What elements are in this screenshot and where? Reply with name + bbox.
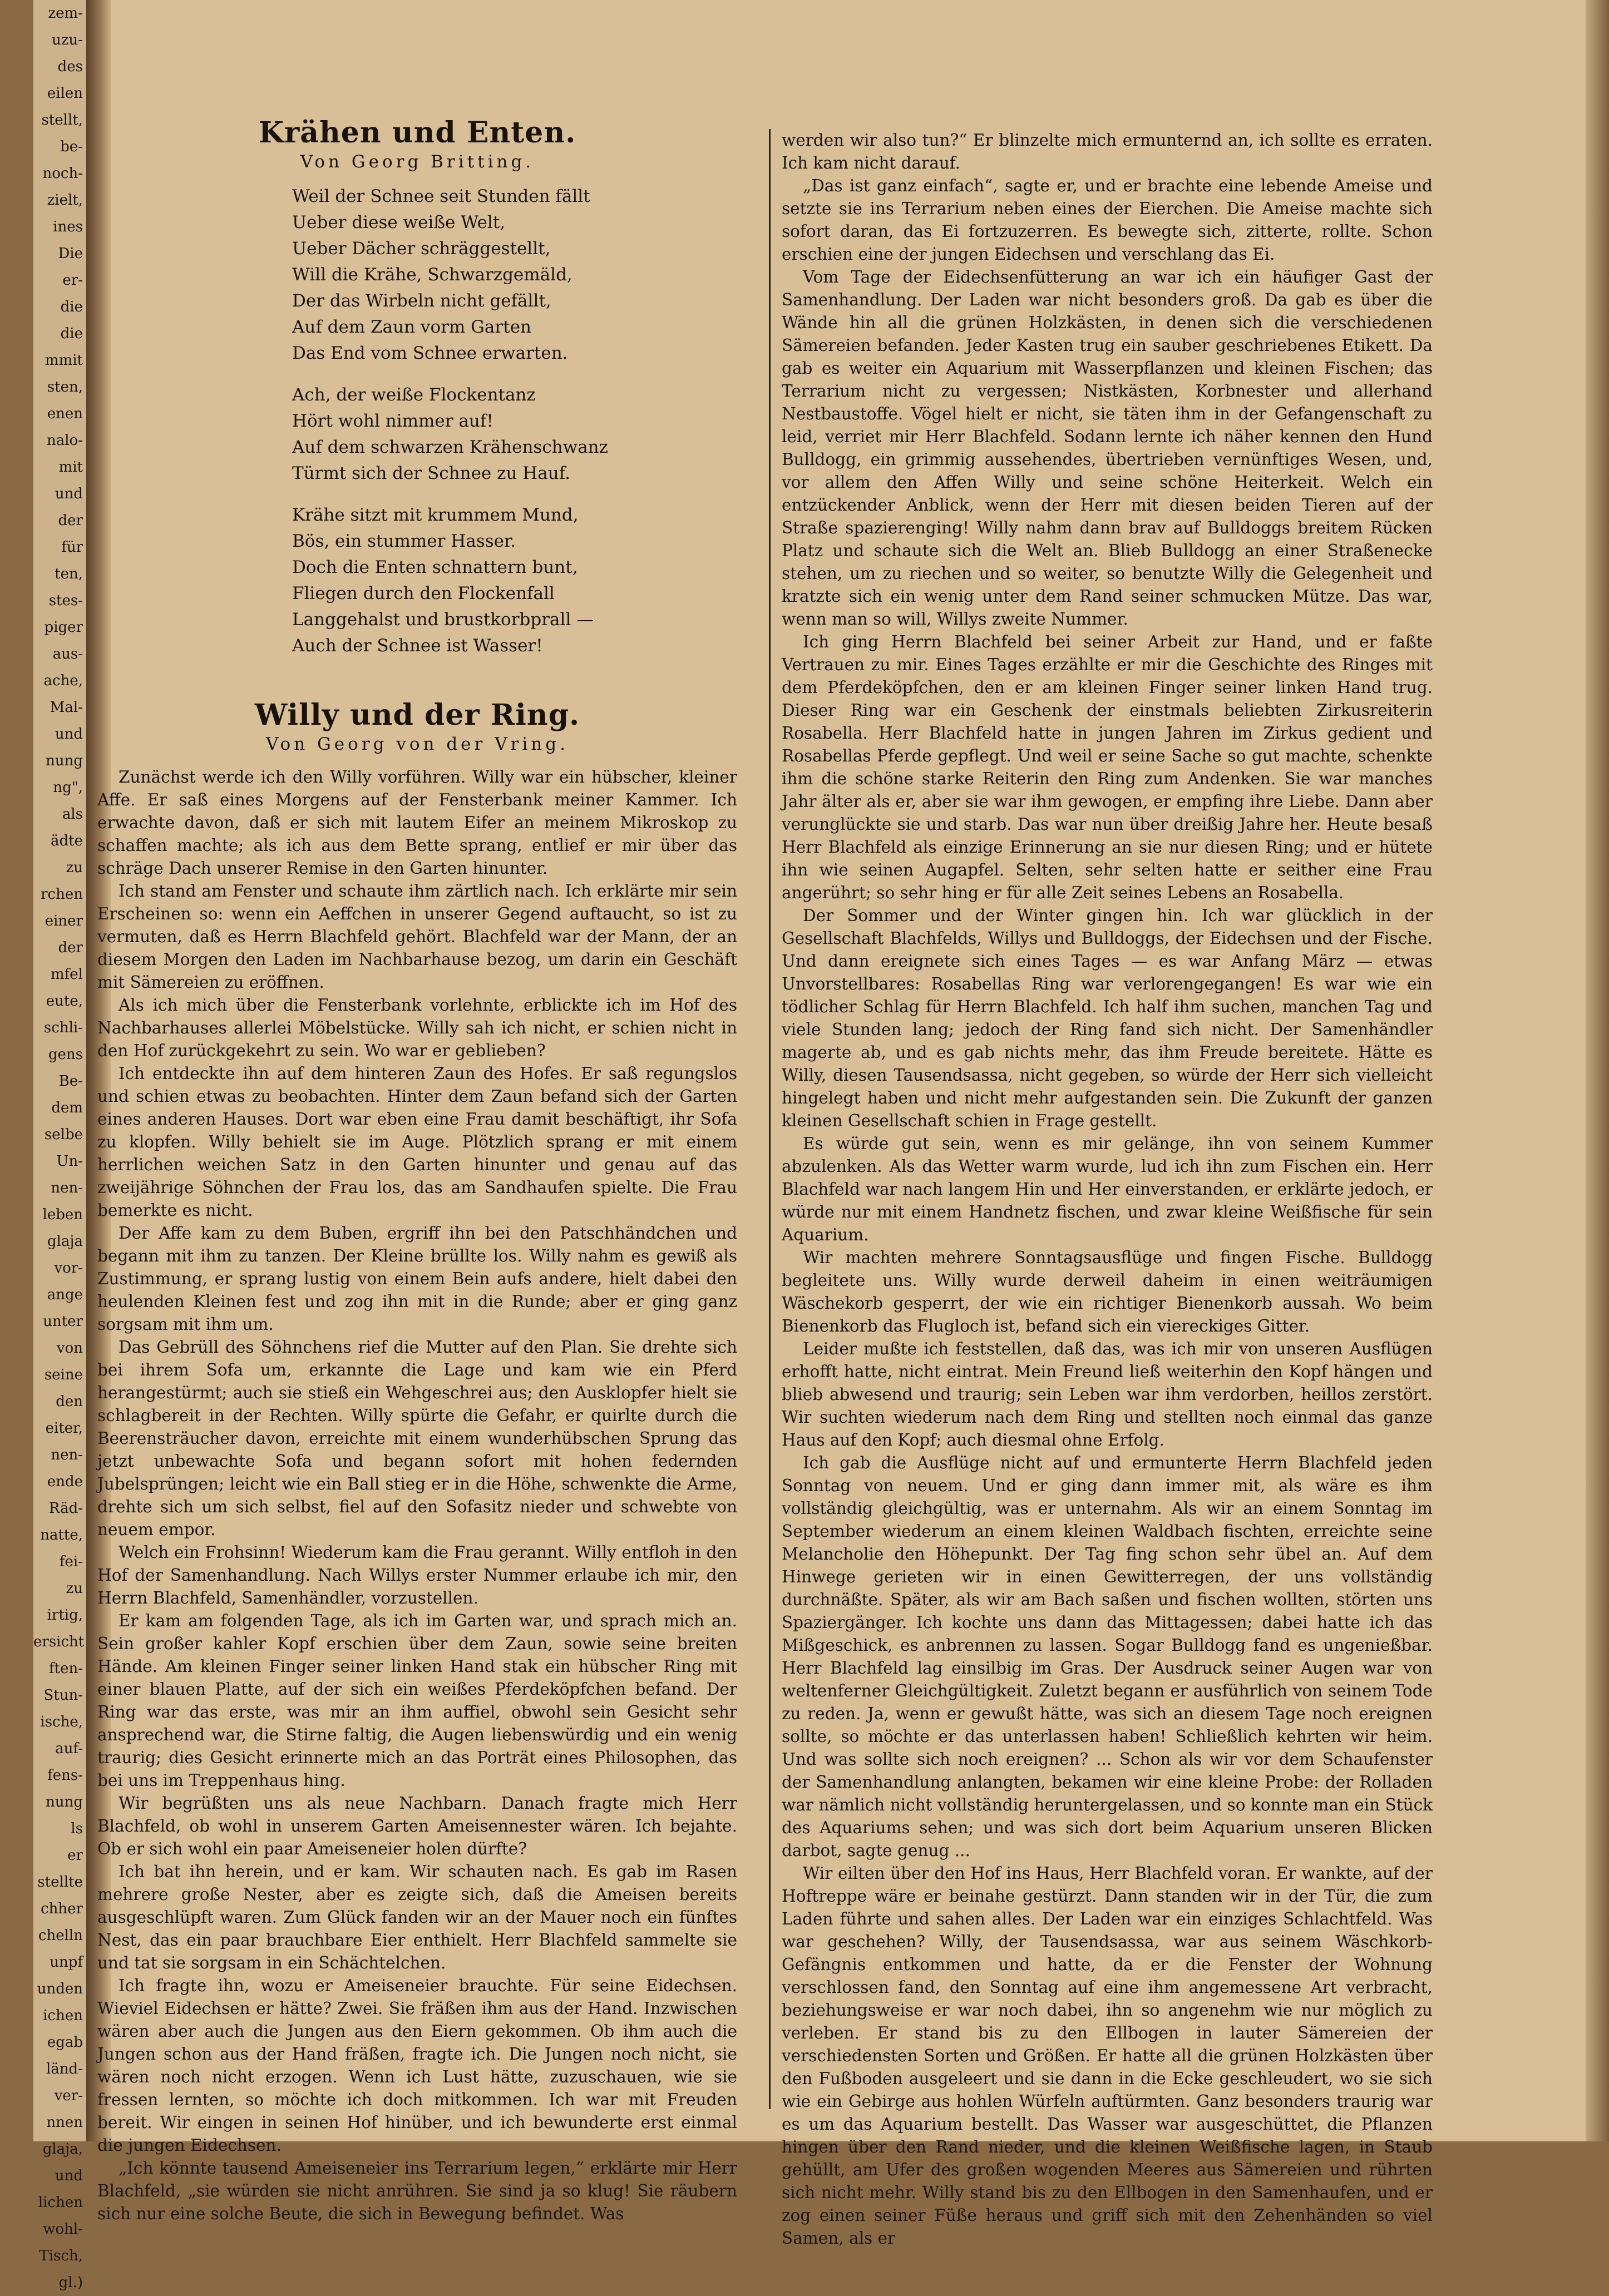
strip-fragment: leben bbox=[42, 1206, 83, 1223]
strip-fragment: ende bbox=[47, 1473, 83, 1490]
strip-fragment: ten, bbox=[55, 566, 83, 582]
strip-fragment: die bbox=[60, 299, 83, 315]
strip-fragment: der bbox=[58, 939, 83, 956]
page-edge-shadow bbox=[1586, 0, 1609, 2141]
poem-line: Ach, der weiße Flockentanz bbox=[292, 385, 536, 405]
strip-fragment: Be- bbox=[58, 1073, 83, 1090]
strip-fragment: lichen bbox=[38, 2194, 83, 2211]
poem-line: Weil der Schnee seit Stunden fällt bbox=[292, 186, 590, 206]
strip-fragment: des bbox=[57, 58, 83, 75]
strip-fragment: eilen bbox=[47, 85, 83, 102]
strip-fragment: stellt, bbox=[41, 112, 83, 128]
poem-line: Türmt sich der Schnee zu Hauf. bbox=[292, 463, 570, 483]
strip-fragment: stes- bbox=[48, 592, 83, 609]
adjacent-page-strip bbox=[33, 0, 86, 2291]
strip-fragment: er- bbox=[62, 272, 83, 289]
strip-fragment: und bbox=[55, 486, 83, 502]
story-paragraph: Das Gebrüll des Söhnchens rief die Mutter auf den Plan. Sie drehte sich bei ihrem Sofa um, erkannte die Lage und kam wie ein Pferd herangestürmt; auch sie stieß ein Wehgeschrei aus; den Ausklopfer hielt sie schlagbereit in der Rechten. Willy spürte die Gefahr, er quirlte durch die Beerensträucher davon, erreichte mit einem wunderhübschen Sprung das jetzt unbewachte Sofa und begann sofort mit hohen federnden Jubelsprüngen; leicht wie ein Ball stieg er in die Höhe, schwenkte die Arme, drehte sich um sich selbst, fiel auf den Sofasitz nieder und schwebte von neuem empor. bbox=[97, 1338, 737, 1539]
strip-fragment: sten, bbox=[47, 379, 83, 395]
strip-fragment: mit bbox=[58, 459, 83, 476]
strip-fragment: zem- bbox=[48, 5, 83, 22]
strip-fragment: mmit bbox=[45, 352, 83, 369]
story-paragraph: Ich stand am Fenster und schaute ihm zärtlich nach. Ich erklärte mir sein Erscheinen so: wenn ein Aeffchen in unserer Gegend auftaucht, so ist zu vermuten, daß es Herrn Blachfeld gehört. Blachfeld war der Mann, der an diesem Morgen den Laden im Nachbarhause bezog, um darin ein Geschäft mit Sämereien zu eröffnen. bbox=[97, 882, 737, 992]
strip-fragment: aus- bbox=[52, 646, 83, 662]
story-left-text bbox=[97, 766, 737, 2225]
poem-line: Doch die Enten schnattern bunt, bbox=[292, 557, 578, 577]
strip-fragment: be- bbox=[60, 138, 83, 155]
strip-fragment: mfel bbox=[51, 966, 83, 983]
strip-fragment: eute, bbox=[46, 993, 83, 1010]
strip-fragment: gens bbox=[48, 1046, 83, 1063]
poem-stanza bbox=[292, 502, 737, 659]
strip-fragment: ädte bbox=[51, 833, 83, 849]
story-paragraph: Wir begrüßten uns als neue Nachbarn. Danach fragte mich Herr Blachfeld, ob wohl in unserem Garten Ameisennester wären. Ich bejahte. Ob er sich wohl ein paar Ameiseneier holen dürfte? bbox=[97, 1794, 737, 1858]
strip-fragment: nen- bbox=[51, 1447, 83, 1463]
strip-fragment: Tisch, bbox=[39, 2248, 83, 2264]
strip-fragment: ften- bbox=[49, 1660, 83, 1677]
strip-fragment: Un- bbox=[56, 1153, 83, 1170]
story-paragraph: „Ich könnte tausend Ameiseneier ins Terrarium legen,“ erklärte mir Herr Blachfeld, „sie würden sie nicht anrühren. Sie sind ja so klug! Sie räubern sich nur eine solche Beute, die sich in Bewegung befindet. Was bbox=[97, 2159, 737, 2223]
strip-fragment: ische, bbox=[40, 1714, 83, 1730]
strip-fragment: schli- bbox=[43, 1020, 83, 1036]
strip-fragment: irtig, bbox=[47, 1607, 83, 1624]
strip-fragment: fens- bbox=[47, 1767, 83, 1784]
strip-fragment: zu bbox=[66, 859, 83, 876]
newspaper-page bbox=[33, 0, 1609, 2291]
strip-fragment: Räd- bbox=[48, 1500, 83, 1517]
strip-fragment: zu bbox=[66, 1580, 83, 1597]
strip-fragment: nalo- bbox=[47, 432, 83, 449]
story-paragraph: Ich fragte ihn, wozu er Ameiseneier brauchte. Für seine Eidechsen. Wieviel Eidechsen er hätte? Zwei. Sie fräßen ihm aus der Hand. Inzwischen wären aber auch die Jungen aus den Eiern gekommen. Ob ihm auch die Jungen schon aus der Hand fräßen, fragte ich. Die Jungen noch nicht, sie wären noch nicht erzogen. Wenn ich Lust hätte, zuzuschauen, wie sie fressen lernten, so möchte ich doch mitkommen. Ich war mit Freuden bereit. Wir eingen in seinen Hof hinüber, und ich bewunderte erst einmal die jungen Eidechsen. bbox=[97, 1976, 737, 2155]
strip-fragment: zielt, bbox=[47, 192, 83, 209]
story-paragraph: Vom Tage der Eidechsenfütterung an war ich ein häufiger Gast der Samenhandlung. Der Laden war nicht besonders groß. Da gab es über die Wände hin all die grünen Holzkästen, in denen sich die verschiedenen Sämereien befanden. Jeder Kasten trug ein sauber geschriebenes Etikett. Da gab es weiter ein Aquarium mit Wasserpflanzen und kleinen Fischen; das Terrarium nicht zu vergessen; Nistkästen, Korbnester und allerhand Nestbaustoffe. Vögel hielt er nicht, sie täten ihm in der Gefangenschaft zu leid, verriet mir Herr Blachfeld. Sodann lernte ich näher kennen den Hund Bulldogg, ein grimmig aussehendes, übertrieben vernünftiges Wesen, und, vor allem den Affen Willy und seine schöne Heiterkeit. Welch ein entzückender Anblick, wenn der Herr mit diesen beiden Tieren auf der Straße spazierenging! Willy nahm dann brav auf Bulldoggs breitem Rücken Platz und schaute sich die Welt an. Blieb Bulldogg an einer Straßenecke stehen, um zu riechen und so weiter, so benutzte Willy die Gelegenheit und kratzte sich ein wenig unter dem Rand seiner schmucken Mütze. Das war, wenn man so will, Willys zweite Nummer. bbox=[782, 268, 1433, 629]
left-column bbox=[97, 111, 737, 2225]
strip-fragment: wohl- bbox=[43, 2221, 83, 2238]
strip-fragment: und bbox=[55, 726, 83, 743]
strip-fragment: ange bbox=[47, 1286, 83, 1303]
strip-fragment: nung bbox=[46, 753, 83, 769]
strip-fragment: selbe bbox=[44, 1126, 83, 1143]
strip-fragment: ver- bbox=[54, 2087, 83, 2104]
poem-line: Langgehalst und brustkorbprall — bbox=[292, 610, 594, 630]
strip-fragment: uzu- bbox=[52, 32, 83, 48]
strip-fragment: eiter, bbox=[45, 1420, 83, 1437]
story-paragraph: werden wir also tun?“ Er blinzelte mich ermunternd an, ich sollte es erraten. Ich kam nicht darauf. bbox=[782, 131, 1433, 172]
poem-line: Ueber Dächer schräggestellt, bbox=[292, 239, 551, 259]
story-paragraph: Als ich mich über die Fensterbank vorlehnte, erblickte ich im Hof des Nachbarhauses allerlei Möbelstücke. Willy sah ich nicht, er schien nicht in den Hof zurückgekehrt zu sein. Wo war er geblieben? bbox=[97, 996, 737, 1060]
story-paragraph: Leider mußte ich feststellen, daß das, was ich mir von unseren Ausflügen erhofft hatte, nicht eintrat. Mein Freund ließ weiterhin den Kopf hängen und blieb abwesend und traurig; sein Leben war ihm verdorben, heillos zerstört. Wir suchten wiederum nach dem Ring und stellten noch einmal das ganze Haus auf den Kopf; auch diesmal ohne Erfolg. bbox=[782, 1339, 1433, 1449]
strip-fragment: noch- bbox=[42, 165, 83, 182]
strip-fragment: ng", bbox=[53, 779, 83, 796]
strip-fragment: für bbox=[61, 539, 83, 556]
story-paragraph: Der Affe kam zu dem Buben, ergriff ihn bei den Patschhändchen und begann mit ihm zu tanzen. Der Kleine brüllte los. Willy nahm es gewiß als Zustimmung, er sprang lustig von einem Bein aufs andere, hielt dabei den heulenden Kleinen fest und zog ihn mit in die Runde; aber er ging ganz sorgsam mit ihm um. bbox=[97, 1224, 737, 1334]
strip-fragment: glaja, bbox=[42, 2141, 83, 2158]
strip-fragment: glaja bbox=[47, 1233, 83, 1250]
story-paragraph: Er kam am folgenden Tage, als ich im Garten war, und sprach mich an. Sein großer kahler Kopf erschien über dem Zaun, sowie seine breiten Hände. Am kleinen Finger seiner linken Hand stak ein hübscher Ring mit einer blauen Platte, auf der sich ein weißes Pferdeköpfchen befand. Der Ring war das erste, was mir an ihm auffiel, obwohl sein Gesicht sehr ansprechend war, die Stirne faltig, die Augen liebenswürdig und ein wenig traurig; dies Gesicht erinnerte mich an das Porträt eines Philosophen, das bei uns im Treppenhaus hing. bbox=[97, 1611, 737, 1790]
poem-line: Bös, ein stummer Hasser. bbox=[292, 531, 516, 551]
strip-fragment: er bbox=[67, 1847, 83, 1864]
strip-fragment: unpf bbox=[50, 1954, 83, 1971]
strip-fragment: stellte bbox=[37, 1874, 83, 1891]
right-column bbox=[782, 129, 1433, 2250]
strip-fragment: auf- bbox=[55, 1740, 83, 1757]
strip-fragment: enen bbox=[47, 405, 83, 422]
poem-line: Will die Krähe, Schwarzgemäld, bbox=[292, 265, 572, 285]
strip-fragment: rchen bbox=[41, 886, 83, 903]
story-paragraph: Es würde gut sein, wenn es mir gelänge, ihn von seinem Kummer abzulenken. Als das Wetter warm wurde, lud ich ihn zum Fischen ein. Herr Blachfeld war nach langem Hin und Her einverstanden, er erklärte jedoch, er würde nur mit einem Handnetz fischen, und zwar kleine Weißfische für sein Aquarium. bbox=[782, 1134, 1433, 1244]
strip-fragment: Mal- bbox=[50, 699, 83, 716]
strip-fragment: ache, bbox=[43, 672, 83, 689]
strip-fragment: nnen bbox=[46, 2114, 83, 2131]
strip-fragment: chelln bbox=[38, 1927, 83, 1944]
poem-line: Hört wohl nimmer auf! bbox=[292, 411, 493, 431]
strip-fragment: Die bbox=[58, 245, 83, 262]
story-paragraph: Welch ein Frohsinn! Wiederum kam die Frau gerannt. Willy entfloh in den Hof der Samenhandlung. Nach Willys erster Nummer erlaube ich mir, den Herrn Blachfeld, Samenhändler, vorzustellen. bbox=[97, 1543, 737, 1607]
strip-fragment: ines bbox=[53, 219, 83, 235]
strip-fragment: die bbox=[60, 325, 83, 342]
story-right-text bbox=[782, 129, 1433, 2250]
poem-stanza bbox=[292, 382, 737, 487]
poem-stanza bbox=[292, 184, 737, 367]
strip-fragment: der bbox=[58, 512, 83, 529]
story-paragraph: Ich bat ihn herein, und er kam. Wir schauten nach. Es gab im Rasen mehrere große Nester, aber es zeigte sich, daß die Ameisen bereits ausgeschlüpft waren. Zum Glück fanden wir an der Mauer noch ein fünftes Nest, das ein paar brauchbare Eier enthielt. Herr Blachfeld sammelte sie und tat sie sorgsam in ein Schächtelchen. bbox=[97, 1862, 737, 1972]
poem-line: Der das Wirbeln nicht gefällt, bbox=[292, 291, 551, 311]
strip-fragment: von bbox=[56, 1340, 83, 1357]
strip-fragment: natte, bbox=[40, 1527, 83, 1543]
story-byline: Von Georg von der Vring. bbox=[266, 734, 569, 754]
strip-fragment: egab bbox=[47, 2034, 83, 2051]
story-paragraph: Zunächst werde ich den Willy vorführen. Willy war ein hübscher, kleiner Affe. Er saß eines Morgens auf der Fensterbank meiner Kammer. Ich erwachte davon, daß er sich mit lautem Eifer an meinem Mikroskop zu schaffen machte; als ich aus dem Bette sprang, entlief er mir über das schräge Dach unserer Remise in den Garten hinunter. bbox=[97, 768, 737, 878]
story-paragraph: Wir machten mehrere Sonntagsausflüge und fingen Fische. Bulldogg begleitete uns. Willy wurde derweil daheim in einen weiträumigen Wäschekorb gesperrt, der wie ein richtiger Bienenkorb aussah. Wo beim Bienenkorb das Flugloch ist, befand sich ein viereckiges Gitter. bbox=[782, 1248, 1433, 1335]
poem-title: Krähen und Enten. bbox=[258, 116, 576, 150]
strip-fragment: piger bbox=[44, 619, 83, 636]
strip-fragment: nung bbox=[46, 1794, 83, 1810]
story-paragraph: Ich entdeckte ihn auf dem hinteren Zaun des Hofes. Er saß regungslos und schien etwas zu beobachten. Hinter dem Zaun befand sich der Garten eines anderen Hauses. Dort war eben eine Frau damit beschäftigt, ihr Sofa zu klopfen. Willy behielt sie im Auge. Plötzlich sprang er mit einem herrlichen weichen Satz in den Garten hinunter und genau auf das zweijährige Söhnchen der Frau los, das am Sandhaufen spielte. Die Frau bemerkte es nicht. bbox=[97, 1064, 737, 1220]
poem-line: Auf dem Zaun vorm Garten bbox=[292, 317, 532, 337]
strip-fragment: unden bbox=[37, 1981, 83, 1997]
strip-fragment: Stun- bbox=[43, 1687, 83, 1704]
strip-fragment: seine bbox=[44, 1367, 83, 1383]
strip-fragment: als bbox=[62, 806, 83, 823]
story-title: Willy und der Ring. bbox=[254, 698, 580, 732]
poem-body bbox=[292, 184, 737, 659]
strip-fragment: länd- bbox=[46, 2061, 83, 2077]
poem-line: Das End vom Schnee erwarten. bbox=[292, 343, 568, 363]
strip-fragment: den bbox=[56, 1393, 83, 1410]
poem-line: Krähe sitzt mit krummem Mund, bbox=[292, 505, 579, 525]
strip-fragment: ichen bbox=[43, 2007, 83, 2024]
strip-fragment: einer bbox=[45, 913, 83, 929]
strip-fragment: gl.) bbox=[58, 2274, 83, 2291]
strip-fragment: und bbox=[55, 2168, 83, 2184]
poem-line: Auf dem schwarzen Krähenschwanz bbox=[292, 437, 608, 457]
story-paragraph: Ich gab die Ausflüge nicht auf und ermunterte Herrn Blachfeld jeden Sonntag von neuem. Und er ging dann immer mit, als wäre es ihm vollständig gleichgültig, was er unternahm. Als wir an einem Sonntag im September wiederum an einem kleinen Waldbach fischten, erreichte seine Melancholie den Höhepunkt. Der Tag fing schon sehr übel an. Auf dem Hinwege gerieten wir in einen Gewitterregen, der uns vollständig durchnäßte. Später, als wir am Bach saßen und fischen wollten, störten uns Spaziergänger. Ich kochte uns dann das Mittagessen; dabei hatte ich das Mißgeschick, es anbrennen zu lassen. Sogar Bulldogg fand es ungenießbar. Herr Blachfeld lag einsilbig im Gras. Der Ausdruck seiner Augen war von weltenferner Gleichgültigkeit. Zuletzt begann er ausführlich von seinem Tode zu reden. Ja, wenn er gewußt hätte, was sich an diesem Tage noch ereignen sollte, so möchte er das unterlassen haben! Schließlich kehrten wir heim. Und was sollte sich noch ereignen? ... Schon als wir vor dem Schaufenster der Samenhandlung anlangten, bekamen wir eine kleine Probe: der Rolladen war nämlich nicht vollständig heruntergelassen, und so konnte man ein Stück des Aquariums sehen; und was sich dort beim Aquarium unseren Blicken darbot, sagte genug ... bbox=[782, 1453, 1433, 1860]
story-paragraph: Ich ging Herrn Blachfeld bei seiner Arbeit zur Hand, und er faßte Vertrauen zu mir. Eines Tages erzählte er mir die Geschichte des Ringes mit dem Pferdeköpfchen, den er am kleinen Finger seiner linken Hand trug. Dieser Ring war ein Geschenk der einstmals beliebten Zirkusreiterin Rosabella. Herr Blachfeld hatte in jungen Jahren im Zirkus gedient und Rosabellas Pferde gepflegt. Und weil er seine Sache so gut machte, schenkte ihm die schöne starke Reiterin den Ring zum Andenken. Sie war manches Jahr älter als er, aber sie war ihm gewogen, er empfing ihre Liebe. Dann aber verunglückte sie und starb. Das war nun über dreißig Jahre her. Heute besaß Herr Blachfeld als einzige Erinnerung an sie nur diesen Ring; und er hütete ihn wie seinen Augapfel. Selten, sehr selten hatte er seither eine Frau angerührt; so sehr hing er für alle Zeit seines Lebens an Rosabella. bbox=[782, 632, 1433, 902]
strip-fragment: ls bbox=[71, 1820, 83, 1837]
poem-line: Fliegen durch den Flockenfall bbox=[292, 583, 555, 603]
poem-byline: Von Georg Britting. bbox=[300, 152, 535, 172]
poem-line: Auch der Schnee ist Wasser! bbox=[292, 636, 543, 656]
story-paragraph: Wir eilten über den Hof ins Haus, Herr Blachfeld voran. Er wankte, auf der Hoftreppe wäre er beinahe gestürzt. Dann standen wir in der Tür, die zum Laden führte und sahen alles. Der Laden war ein einziges Schlachtfeld. Was war geschehen? Willy, der Tausendsassa, war aus seinem Wäschkorb-Gefängnis entkommen und hatte, da er die Fenster der Wohnung verschlossen fand, den Sonntag auf eine ihm angemessene Art verbracht, beziehungsweise er war noch dabei, ihn so angenehm wie nur möglich zu verleben. Er stand bis zu den Ellbogen in lauter Sämereien der verschiedensten Sorten und Größen. Er hatte all die grünen Holzkästen über den Fußboden ausgeleert und sie dann in die Ecke geschleudert, wo sie sich wie ein Gebirge aus hohlen Würfeln auftürmten. Ganz besonders traurig war es um das Aquarium bestellt. Das Wasser war ausgeschüttet, die Pflanzen hingen über den Rand nieder, und die kleinen Weißfische lagen, in Staub gehüllt, am Ufer des großen wogenden Meeres aus Sämereien und rührten sich nicht mehr. Willy stand bis zu den Ellbogen in den Samenhaufen, und er zog einen seiner Füße heraus und griff sich mit den Zehenhänden so viel Samen, als er bbox=[782, 1864, 1433, 2248]
story-paragraph: „Das ist ganz einfach“, sagte er, und er brachte eine lebende Ameise und setzte sie ins Terrarium neben eines der Eierchen. Die Ameise machte sich sofort daran, das Ei fortzuzerren. Es bewegte sich, zitterte, rollte. Schon erschien eine der jungen Eidechsen und verschlang das Ei. bbox=[782, 176, 1433, 264]
strip-fragment: chher bbox=[41, 1901, 83, 1917]
strip-fragment: dem bbox=[51, 1100, 83, 1116]
strip-fragment: nen- bbox=[51, 1180, 83, 1196]
poem-line: Ueber diese weiße Welt, bbox=[292, 212, 506, 232]
story-paragraph: Der Sommer und der Winter gingen hin. Ich war glücklich in der Gesellschaft Blachfelds, Willys und Bulldoggs, der Eidechsen und der Fische. Und dann ereignete sich eines Tages — es war Anfang März — etwas Unvorstellbares: Rosabellas Ring war verlorengegangen! Es war wie ein tödlicher Schlag für Herrn Blachfeld. Ich half ihm suchen, manchen Tag und viele Stunden lang; jedoch der Ring fand sich nicht. Der Samenhändler magerte ab, und es gab nichts mehr, das ihm Freude bereitete. Hätte es Willy, diesen Tausendsassa, nicht gegeben, so würde der Herr sich vielleicht hingelegt haben und nicht mehr aufgestanden sein. Die Zukunft der ganzen kleinen Gesellschaft schien in Frage gestellt. bbox=[782, 906, 1433, 1130]
strip-fragment: unter bbox=[43, 1313, 83, 1330]
strip-fragment: ersicht bbox=[33, 1634, 85, 1650]
strip-fragment: vor- bbox=[54, 1260, 83, 1276]
strip-fragment: fei- bbox=[59, 1553, 83, 1570]
column-rule bbox=[769, 129, 771, 2109]
